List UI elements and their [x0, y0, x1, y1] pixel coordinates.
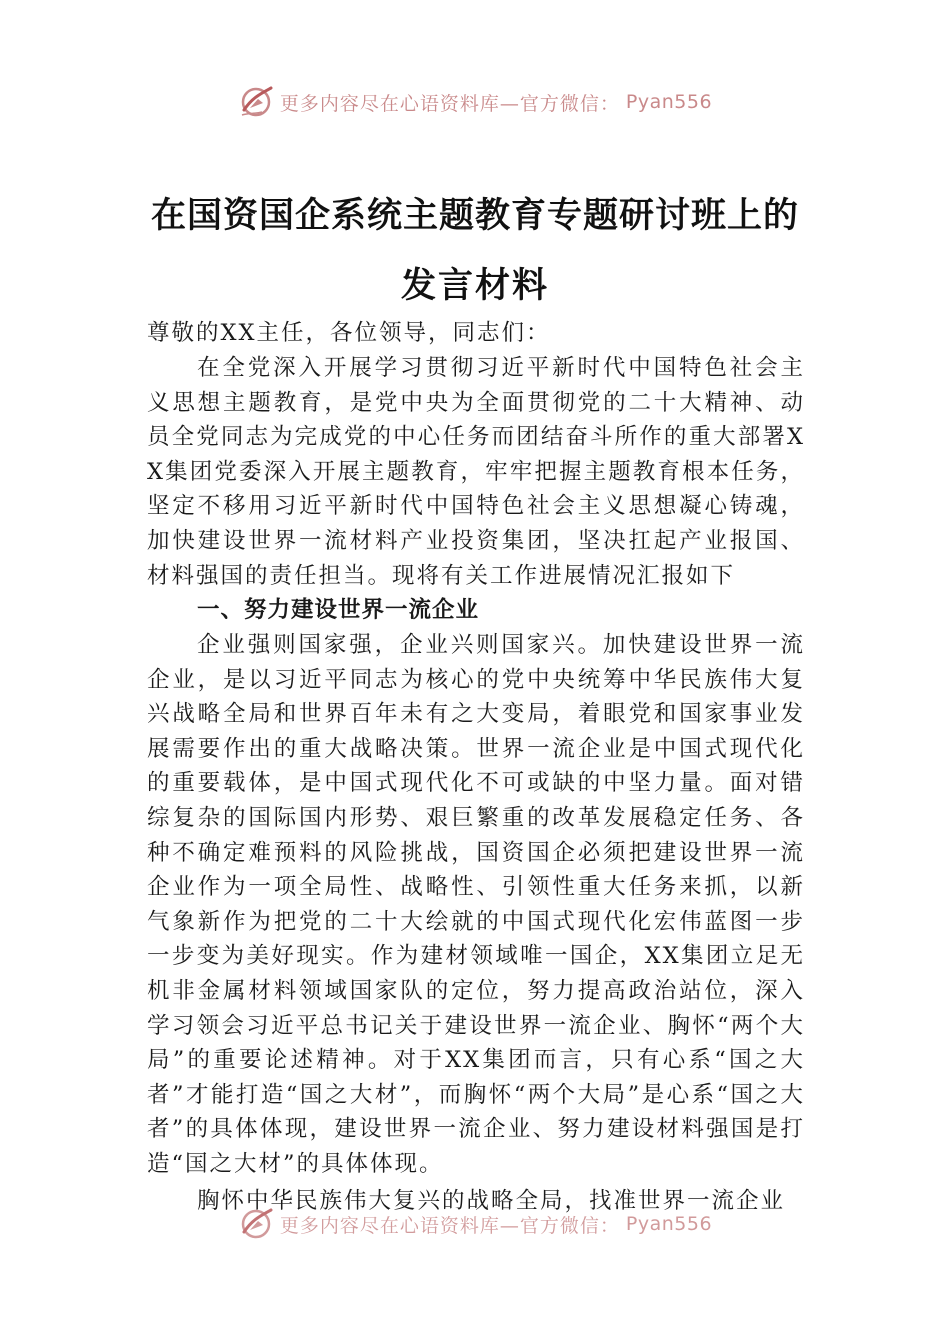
document-title-line-2: 发言材料 — [400, 265, 549, 306]
document-title-line-1: 在国资国企系统主题教育专题研讨班上的 — [150, 195, 799, 236]
watermark-wechat-id: Pyan556 — [625, 91, 713, 113]
watermark-text: 更多内容尽在心语资料库—官方微信： — [279, 1214, 620, 1237]
salutation: 尊敬的XX主任，各位领导，同志们： — [147, 320, 551, 346]
watermark-wechat-id: Pyan556 — [625, 1213, 713, 1235]
brand-logo-icon — [238, 84, 274, 120]
section-heading-1: 一、努力建设世界一流企业 — [197, 597, 480, 623]
paragraph-continuation: 胸怀中华民族伟大复兴的战略全局，找准世界一流企业 — [197, 1188, 786, 1214]
watermark-footer — [0, 1204, 950, 1244]
watermark-text: 更多内容尽在心语资料库—官方微信： — [279, 92, 620, 115]
brand-logo-icon — [238, 1206, 274, 1242]
paragraph-section-1: 企业强则国家强，企业兴则国家兴。加快建设世界一流企业，是以习近平同志为核心的党中央统筹中华民族伟大复兴战略全局和世界百年未有之大变局，着眼党和国家事业发展需要作出的重大战略决策。世界一流企业是中国式现代化的重要载体，是中国式现代化不可或缺的中坚力量。面对错综复杂的国际国内形势、艰巨繁重的改革发展稳定任务、各种不确定难预料的风险挑战，国资国企必须把建设世界一流企业作为一项全局性、战略性、引领性重大任务来抓，以新气象新作为把党的二十大绘就的中国式现代化宏伟蓝图一步一步变为美好现实。作为建材领域唯一国企，XX集团立足无机非金属材料领域国家队的定位，努力提高政治站位，深入学习领会习近平总书记关于建设世界一流企业、胸怀“两个大局”的重要论述精神。对于XX集团而言，只有心系“国之大者”才能打造“国之大材”，而胸怀“两个大局”是心系“国之大者”的具体体现，建设世界一流企业、努力建设材料强国是打造“国之大材”的具体体现。 — [147, 632, 805, 1177]
watermark-header — [0, 82, 950, 122]
paragraph-intro: 在全党深入开展学习贯彻习近平新时代中国特色社会主义思想主题教育，是党中央为全面贯彻党的二十大精神、动员全党同志为完成党的中心任务而团结奋斗所作的重大部署XX集团党委深入开展主题教育，牢牢把握主题教育根本任务，坚定不移用习近平新时代中国特色社会主义思想凝心铸魂，加快建设世界一流材料产业投资集团，坚决扛起产业报国、材料强国的责任担当。现将有关工作进展情况汇报如下 — [147, 355, 805, 589]
